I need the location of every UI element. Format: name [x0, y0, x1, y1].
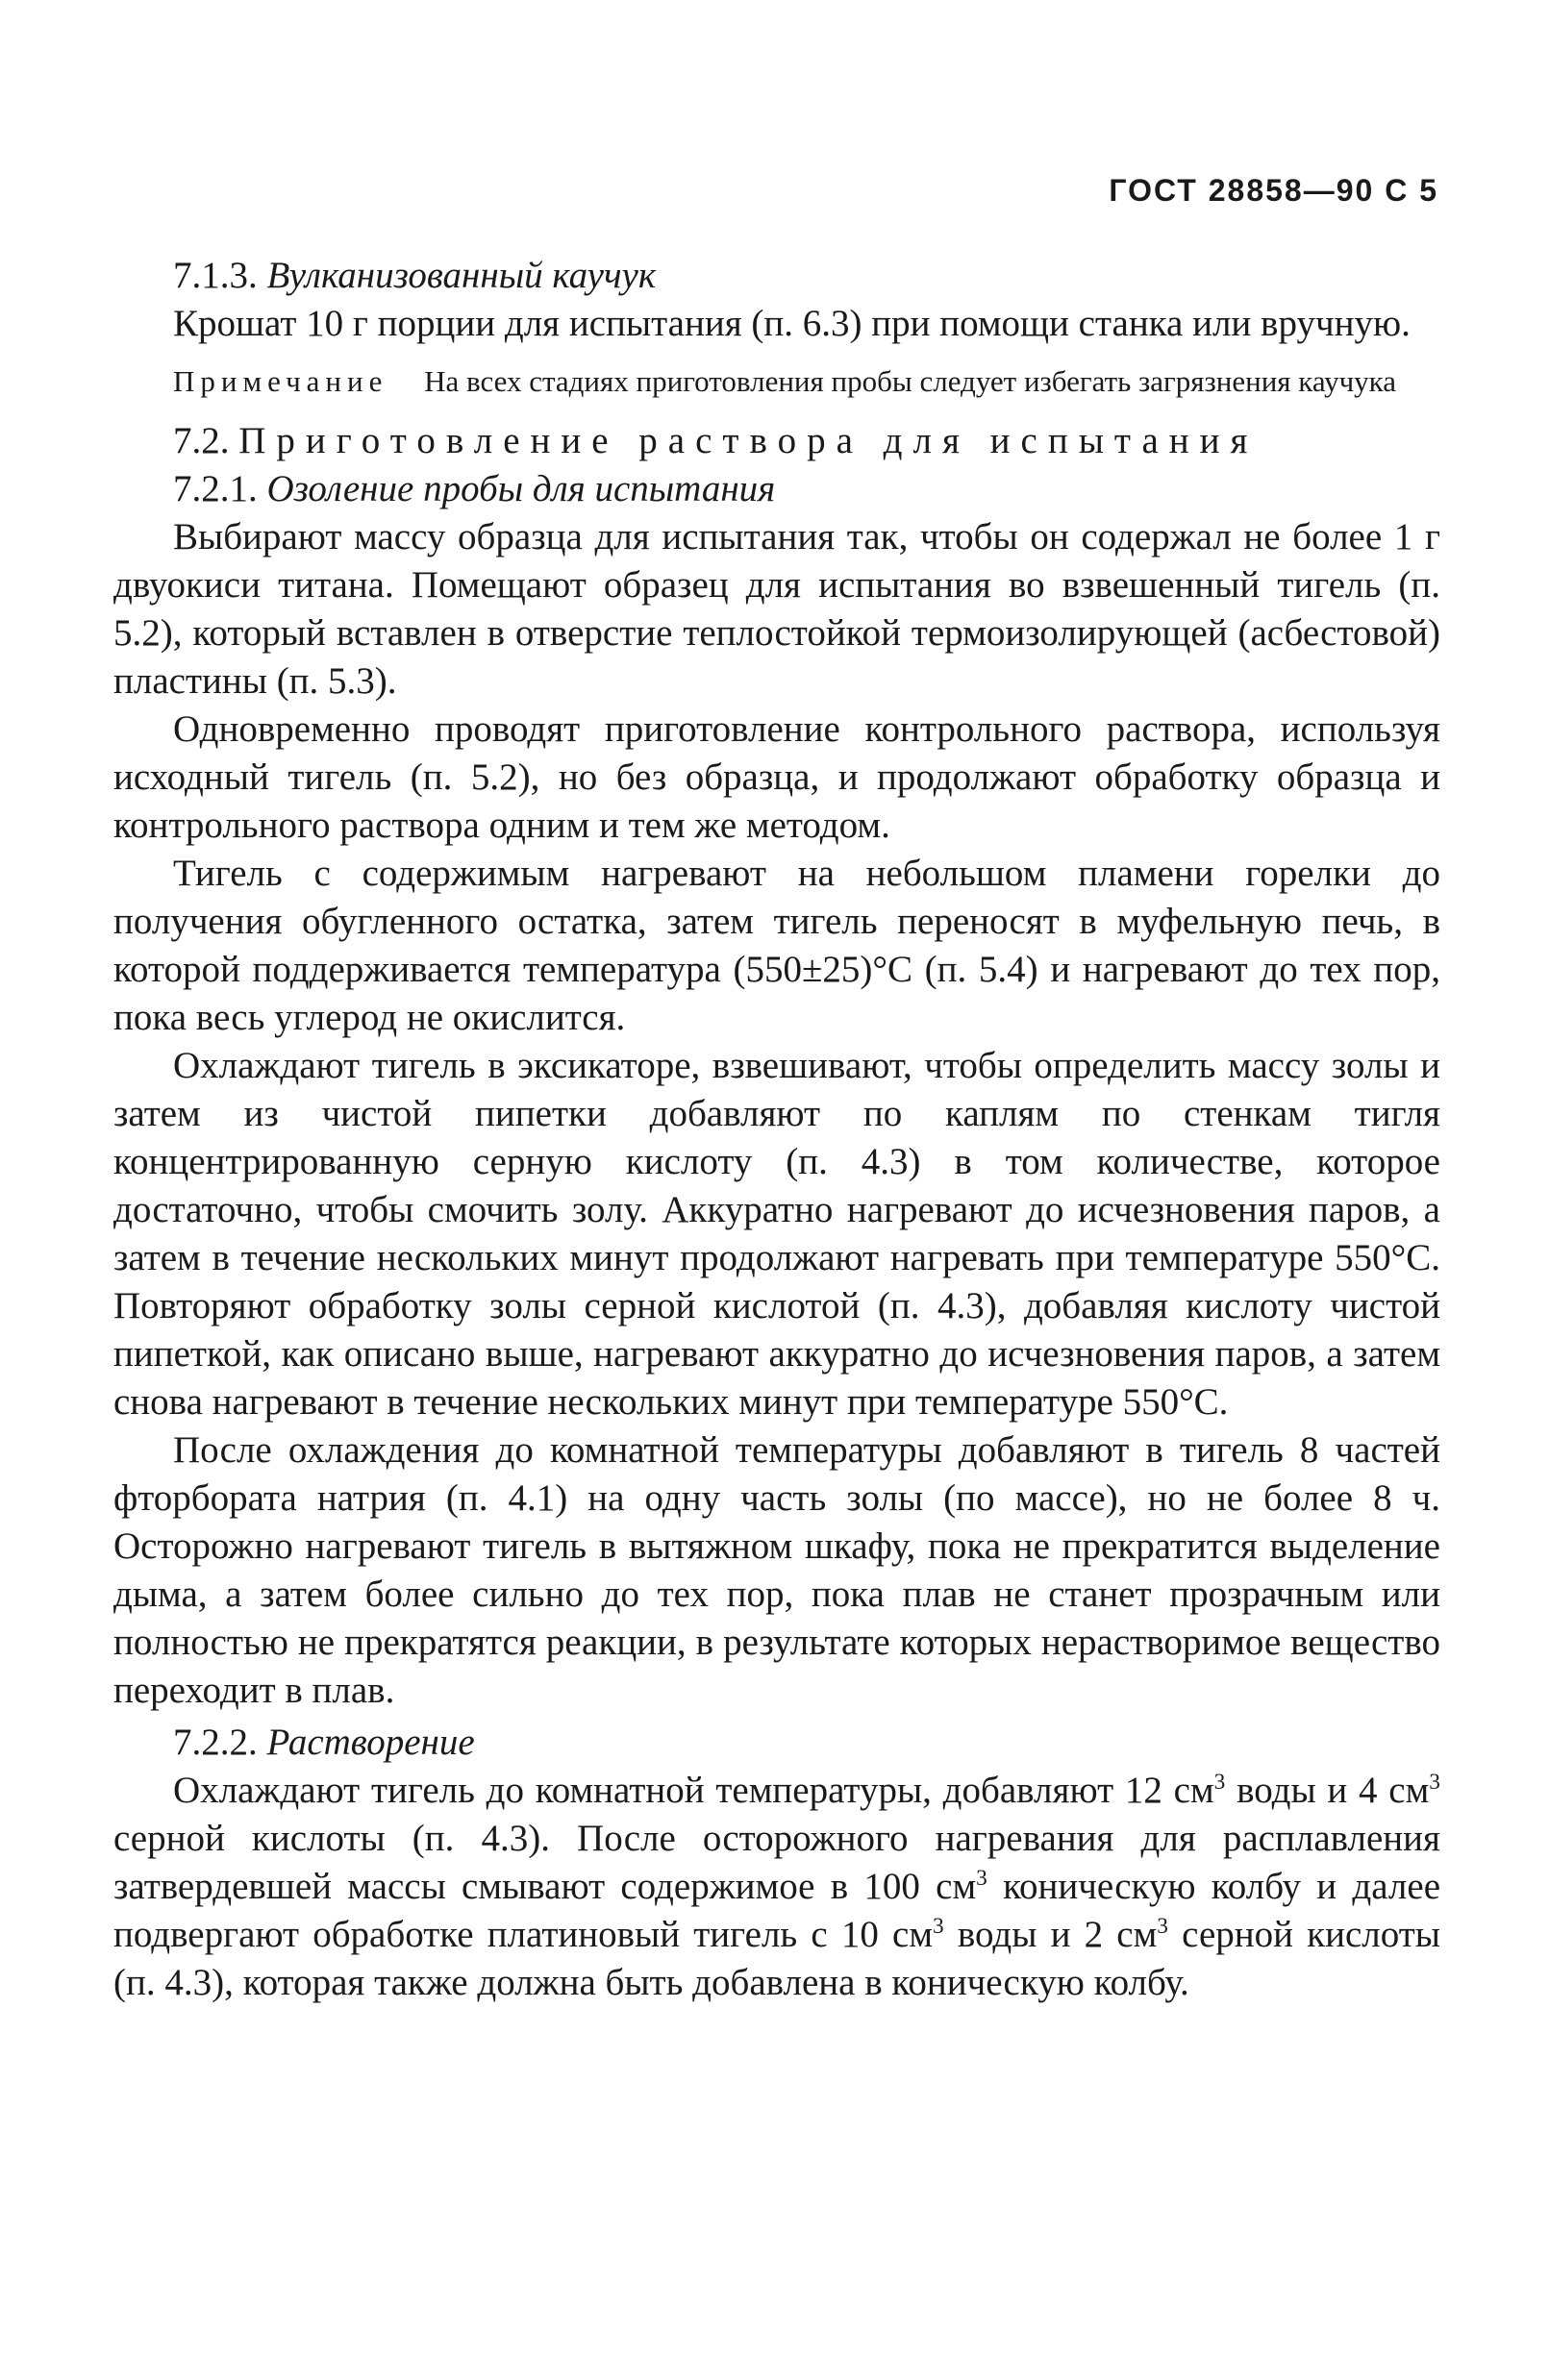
superscript: 3	[976, 1866, 987, 1891]
text-run: серной кислоты (п. 4.3). После осторожного нагревания для расплавления затвердевшей массы смывают содержимое в 100 см	[113, 1818, 1440, 1907]
superscript: 3	[1213, 1770, 1226, 1795]
text-run: серной кислоты (п. 4.3), которая также должна быть добавлена в коническую колбу.	[113, 1914, 1440, 2003]
section-heading-7-2	[113, 417, 1440, 465]
note-label: Примечание	[173, 364, 388, 398]
note-text: На всех стадиях приготовления пробы следует избегать загрязнения каучука	[424, 364, 1397, 398]
superscript: 3	[933, 1914, 944, 1939]
superscript: 3	[1429, 1770, 1440, 1795]
paragraph: Тигель с содержимым нагревают на небольшом пламени горелки до получения обугленного остатка, затем тигель переносят в муфельную печь, в которой поддерживается температура (550±25)°С (п. 5.4) и нагревают до тех пор, пока весь углерод не окислится.	[113, 853, 1440, 1038]
paragraph: Крошат 10 г порции для испытания (п. 6.3) при помощи станка или вручную.	[173, 303, 1411, 344]
section-number: 7.1.3.	[173, 255, 258, 296]
paragraph	[113, 1767, 1440, 2007]
paragraph: Одновременно проводят приготовление контрольного раствора, используя исходный тигель (п. 5.2), но без образца, и продолжают обработку образца и контрольного раствора одним и тем же методом.	[113, 708, 1440, 846]
superscript: 3	[1157, 1914, 1168, 1939]
text-run: коническую колбу и далее подвергают обработке платиновый тигель с 10 см	[113, 1866, 1440, 1955]
section-number: 7.2.1.	[173, 468, 258, 509]
section-title: Озоление пробы для испытания	[266, 468, 776, 509]
section-heading-7-2-2	[113, 1719, 1440, 1767]
section-title: Приготовление раствора для испытания	[238, 420, 1259, 461]
text-run: воды и 2 см	[943, 1914, 1158, 1955]
paragraph: Охлаждают тигель в эксикаторе, взвешивают, чтобы определить массу золы и затем из чистой пипетки добавляют по каплям по стенкам тигля концентрированную серную кислоту (п. 4.3) в том количестве, которое достаточно, чтобы смочить золу. Аккуратно нагревают до исчезновения паров, а затем в течение нескольких минут продолжают нагревать при температуре 550°С. Повторяют обработку золы серной кислотой (п. 4.3), добавляя кислоту чистой пипеткой, как описано выше, нагревают аккуратно до исчезновения паров, а затем снова нагревают в течение нескольких минут при температуре 550°С.	[113, 1045, 1440, 1423]
text-run: Охлаждают тигель до комнатной температуры, добавляют 12 см	[173, 1770, 1214, 1811]
section-title: Растворение	[266, 1722, 475, 1763]
section-number: 7.2.2.	[173, 1722, 258, 1763]
paragraph: Выбирают массу образца для испытания так, чтобы он содержал не более 1 г двуокиси титана. Помещают образец для испытания во взвешенный тигель (п. 5.2), который вставлен в отверстие теплостойкой термоизолирующей (асбестовой) пластины (п. 5.3).	[113, 516, 1440, 702]
note	[113, 363, 1440, 400]
page-content	[113, 252, 1440, 2007]
paragraph: После охлаждения до комнатной температуры добавляют в тигель 8 частей фторбората натрия (п. 4.1) на одну часть золы (по массе), но не более 8 ч. Осторожно нагревают тигель в вытяжном шкафу, пока не прекратится выделение дыма, а затем более сильно до тех пор, пока плав не станет прозрачным или полностью не прекратятся реакции, в результате которых нерастворимое вещество переходит в плав.	[113, 1429, 1440, 1711]
section-heading-7-2-1	[113, 465, 1440, 513]
section-title: Вулканизованный каучук	[266, 255, 657, 296]
section-number: 7.2.	[173, 420, 230, 461]
text-run: воды и 4 см	[1225, 1770, 1430, 1811]
section-heading-7-1-3	[113, 252, 1440, 300]
page-header: ГОСТ 28858—90 С 5	[1109, 173, 1438, 208]
